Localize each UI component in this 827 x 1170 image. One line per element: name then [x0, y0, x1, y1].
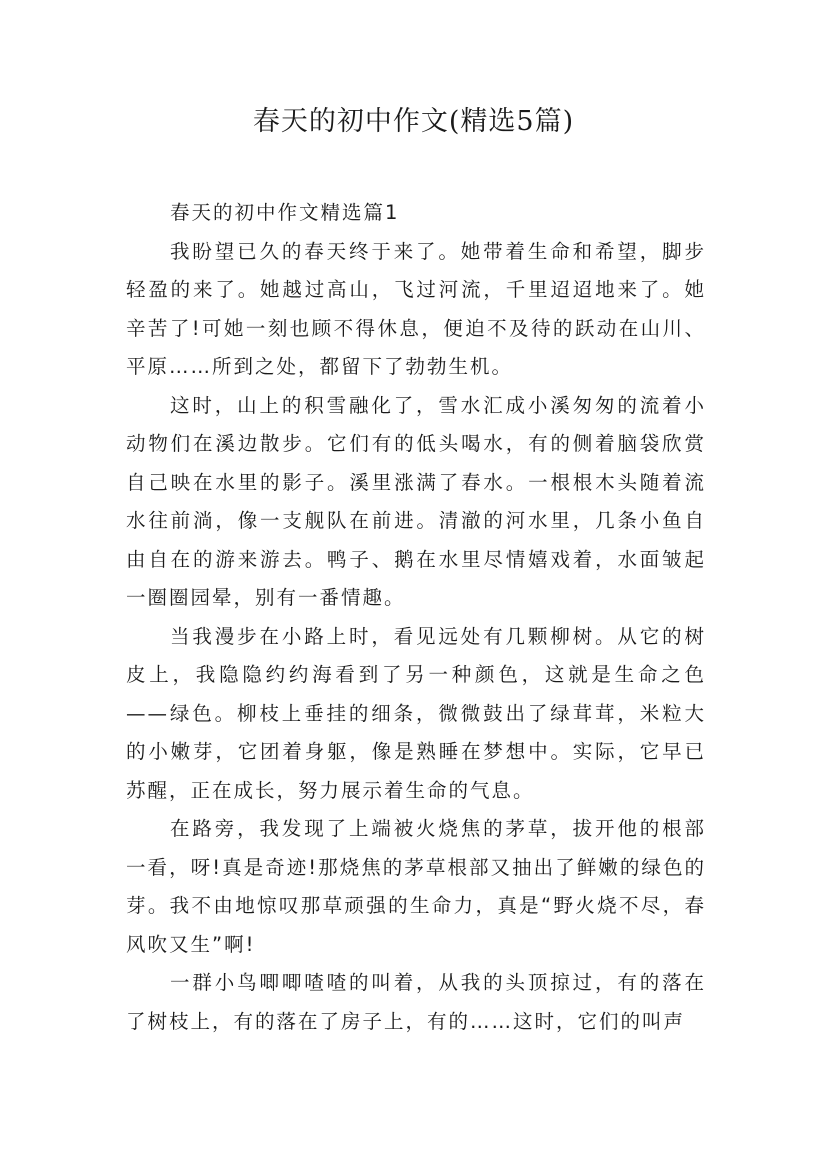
paragraph-3: 当我漫步在小路上时，看见远处有几颗柳树。从它的树皮上，我隐隐约约海看到了另一种颜色，这就是生命之色——绿色。柳枝上垂挂的细条，微微鼓出了绿茸茸，米粒大的小嫩芽，它团着身躯，像是熟睡在梦想中。实际，它早已苏醒，正在成长，努力展示着生命的气息。 [126, 624, 706, 802]
paragraph-1: 我盼望已久的春天终于来了。她带着生命和希望，脚步轻盈的来了。她越过高山，飞过河流，千里迢迢地来了。她辛苦了!可她一刻也顾不得休息，便迫不及待的跃动在山川、平原……所到之处，都留下了勃勃生机。 [126, 239, 706, 378]
section-heading: 春天的初中作文精选篇1 [170, 201, 400, 224]
paragraph-5: 一群小鸟唧唧喳喳的叫着，从我的头顶掠过，有的落在了树枝上，有的落在了房子上，有的……这时，它们的叫声 [126, 971, 706, 1033]
paragraph-2: 这时，山上的积雪融化了，雪水汇成小溪匆匆的流着小动物们在溪边散步。它们有的低头喝水，有的侧着脑袋欣赏自己映在水里的影子。溪里涨满了春水。一根根木头随着流水往前淌，像一支舰队在前进。清澈的河水里，几条小鱼自由自在的游来游去。鸭子、鹅在水里尽情嬉戏着，水面皱起一圈圈园晕，别有一番情趣。 [126, 393, 706, 609]
document-title: 春天的初中作文(精选5篇) [252, 106, 575, 137]
document-body [126, 194, 706, 1041]
paragraph-4: 在路旁，我发现了上端被火烧焦的茅草，拔开他的根部一看，呀!真是奇迹!那烧焦的茅草根部又抽出了鲜嫩的绿色的芽。我不由地惊叹那草顽强的生命力，真是“野火烧不尽，春风吹又生”啊! [126, 817, 706, 956]
